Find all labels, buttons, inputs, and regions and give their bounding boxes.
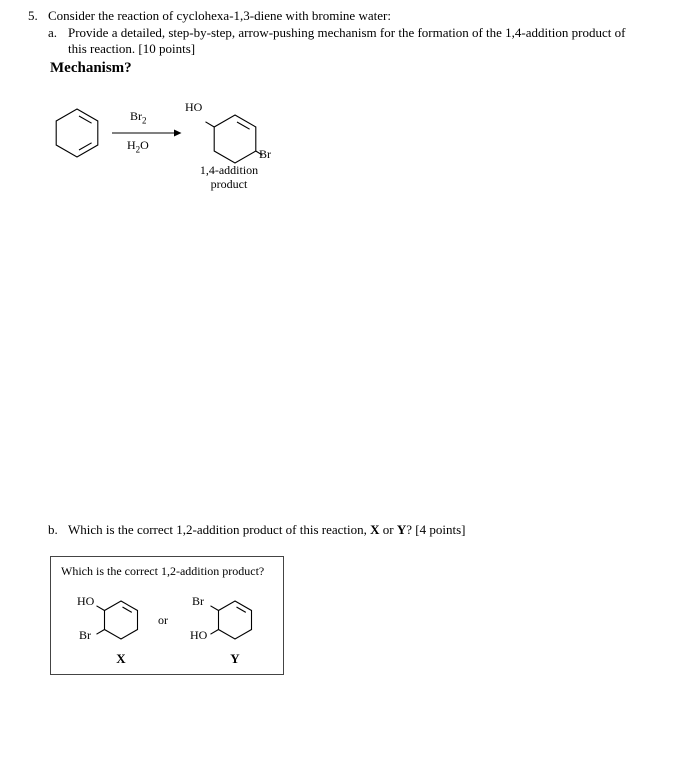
structure-x-ring	[105, 601, 138, 639]
reagent-br2	[130, 109, 147, 125]
structure-y-ho-bond	[211, 630, 219, 635]
reagent-br2-sub: 2	[142, 115, 147, 126]
x-ho-label: HO	[77, 594, 95, 608]
reagent-h2o	[127, 138, 149, 154]
structure-x-br-bond	[97, 630, 105, 635]
reagent-br2-base: Br	[130, 109, 142, 123]
y-ho-label: HO	[190, 628, 208, 642]
part-b-text-1: Which is the correct 1,2-addition product of this reaction,	[68, 522, 371, 537]
part-a-text-line1: Provide a detailed, step-by-step, arrow-pushing mechanism for the formation of the 1,4-addition product of	[68, 25, 626, 40]
structure-x-double-bond	[123, 607, 132, 612]
structure-y-double-bond	[237, 607, 246, 612]
structure-x-ho-bond	[97, 606, 105, 611]
part-b-text	[68, 522, 466, 538]
x-br-label: Br	[79, 628, 91, 642]
part-b-label: b.	[48, 522, 58, 537]
part-b-text-3: ? [4 points]	[406, 522, 466, 537]
product-ho-label: HO	[185, 100, 203, 114]
part-a-label: a.	[48, 25, 58, 40]
choice-box-title: Which is the correct 1,2-addition product?	[61, 564, 265, 578]
y-br-label: Br	[192, 594, 204, 608]
structure-y-br-bond	[211, 606, 219, 611]
reagent-h2o-h: H	[127, 138, 136, 152]
or-text: or	[158, 613, 168, 627]
double-bond-2	[79, 143, 92, 150]
part-b-y-ref: Y	[396, 522, 407, 537]
double-bond-1	[79, 116, 92, 123]
product-caption-line2: product	[210, 177, 248, 191]
structure-x	[87, 592, 151, 648]
arrow-head	[174, 130, 182, 137]
product-ho-bond	[206, 122, 215, 127]
x-label: X	[116, 651, 126, 666]
y-label: Y	[230, 651, 240, 666]
mechanism-heading: Mechanism?	[50, 60, 132, 76]
cyclohexadiene-ring	[56, 109, 98, 157]
part-a-text-line2: this reaction. [10 points]	[68, 41, 196, 56]
reagent-h2o-sub: 2	[135, 144, 141, 155]
question-intro-text: Consider the reaction of cyclohexa-1,3-diene with bromine water:	[48, 8, 391, 23]
part-b-x-ref: X	[370, 522, 380, 537]
cyclohexadiene-structure	[53, 106, 101, 160]
reagent-h2o-o: O	[140, 138, 149, 152]
product-double-bond	[237, 122, 250, 129]
product-ring	[214, 115, 256, 163]
structure-y-ring	[219, 601, 252, 639]
part-b-text-2: or	[379, 522, 397, 537]
structure-y	[201, 592, 265, 648]
choice-box	[50, 556, 284, 675]
product-br-label: Br	[259, 147, 271, 161]
question-number: 5.	[28, 8, 38, 23]
product-caption-line1: 1,4-addition	[199, 163, 259, 177]
